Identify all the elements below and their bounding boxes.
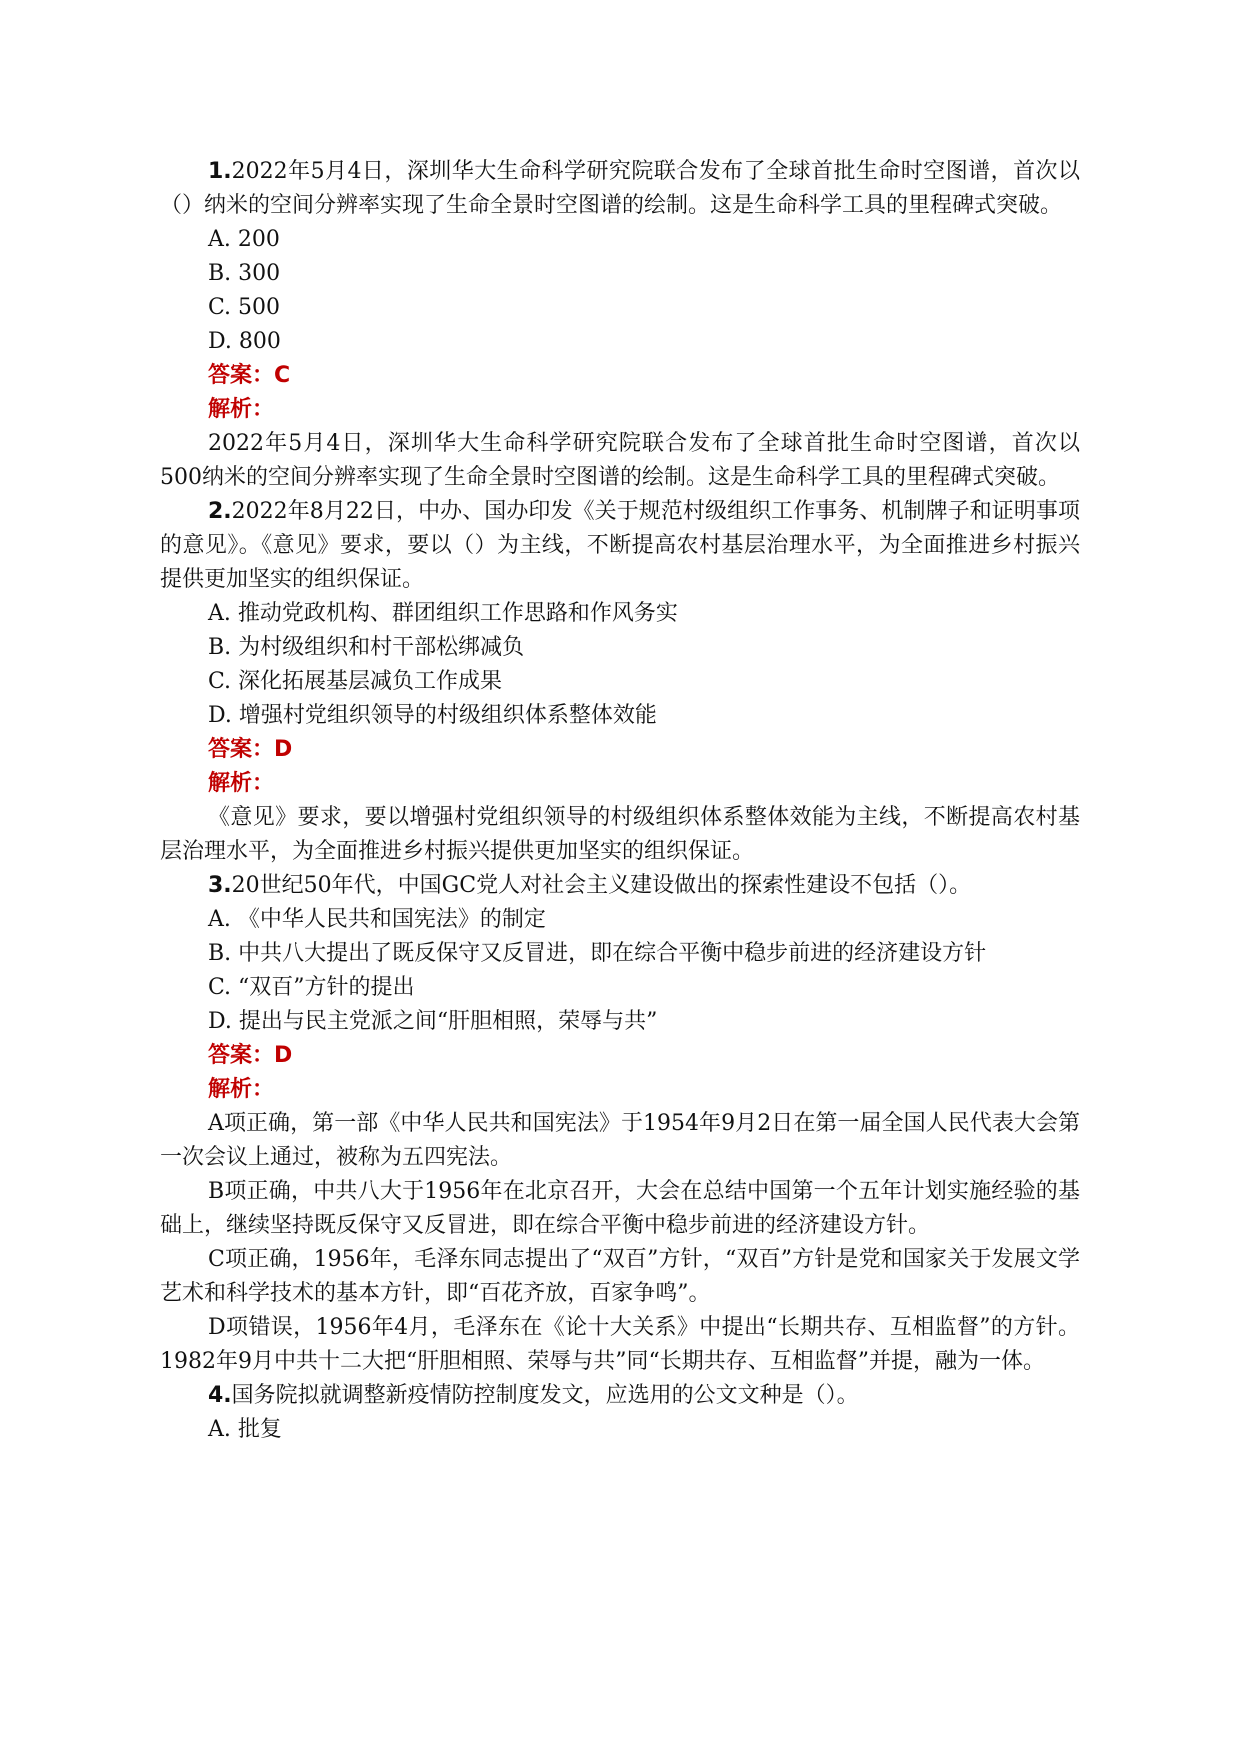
option-a: A. 推动党政机构、群团组织工作思路和作风务实 [208, 601, 678, 626]
option-d: D. 提出与民主党派之间“肝胆相照，荣辱与共” [208, 1009, 658, 1034]
question-3 [160, 869, 1080, 1379]
question-number: 4. [208, 1383, 232, 1408]
analysis-paragraph: C项正确，1956年，毛泽东同志提出了“双百”方针，“双百”方针是党和国家关于发展文学艺术和科学技术的基本方针，即“百花齐放，百家争鸣”。 [160, 1247, 1080, 1306]
answer: 答案：C [208, 363, 291, 388]
analysis-label: 解析： [208, 397, 275, 422]
question-stem: 4.国务院拟就调整新疫情防控制度发文，应选用的公文文种是（）。 [208, 1383, 859, 1408]
option-d: D. 增强村党组织领导的村级组织体系整体效能 [208, 703, 657, 728]
analysis-label: 解析： [208, 771, 275, 796]
option-a: A. 批复 [208, 1417, 282, 1442]
analysis-paragraph: A项正确，第一部《中华人民共和国宪法》于1954年9月2日在第一届全国人民代表大会第一次会议上通过，被称为五四宪法。 [160, 1111, 1080, 1170]
analysis-paragraph: D项错误，1956年4月，毛泽东在《论十大关系》中提出“长期共存、互相监督”的方针。1982年9月中共十二大把“肝胆相照、荣辱与共”同“长期共存、互相监督”并提，融为一体。 [160, 1315, 1080, 1374]
option-b: B. 中共八大提出了既反保守又反冒进，即在综合平衡中稳步前进的经济建设方针 [208, 941, 987, 966]
option-b: B. 为村级组织和村干部松绑减负 [208, 635, 525, 660]
question-number: 2. [208, 499, 232, 524]
option-a: A. 《中华人民共和国宪法》的制定 [208, 907, 546, 932]
answer: 答案：D [208, 737, 293, 762]
document-page [160, 155, 1080, 1447]
question-stem: 3.20世纪50年代，中国GC党人对社会主义建设做出的探索性建设不包括（）。 [208, 873, 972, 898]
question-number: 3. [208, 873, 232, 898]
question-stem: 1.2022年5月4日，深圳华大生命科学研究院联合发布了全球首批生命时空图谱，首次以（）纳米的空间分辨率实现了生命全景时空图谱的绘制。这是生命科学工具的里程碑式突破。 [160, 159, 1080, 218]
question-2 [160, 495, 1080, 869]
question-stem: 2.2022年8月22日，中办、国办印发《关于规范村级组织工作事务、机制牌子和证明事项的意见》。《意见》要求，要以（）为主线，不断提高农村基层治理水平，为全面推进乡村振兴提供更加坚实的组织保证。 [160, 499, 1080, 592]
answer: 答案：D [208, 1043, 293, 1068]
analysis-paragraph: 《意见》要求，要以增强村党组织领导的村级组织体系整体效能为主线，不断提高农村基层治理水平，为全面推进乡村振兴提供更加坚实的组织保证。 [160, 805, 1080, 864]
option-b: B. 300 [208, 261, 281, 286]
option-c: C. 深化拓展基层减负工作成果 [208, 669, 503, 694]
analysis-label: 解析： [208, 1077, 275, 1102]
analysis-paragraph: B项正确，中共八大于1956年在北京召开，大会在总结中国第一个五年计划实施经验的基础上，继续坚持既反保守又反冒进，即在综合平衡中稳步前进的经济建设方针。 [160, 1179, 1080, 1238]
question-number: 1. [208, 159, 232, 184]
question-1 [160, 155, 1080, 495]
option-a: A. 200 [208, 227, 280, 252]
option-c: C. 500 [208, 295, 281, 320]
option-d: D. 800 [208, 329, 281, 354]
analysis-paragraph: 2022年5月4日，深圳华大生命科学研究院联合发布了全球首批生命时空图谱，首次以500纳米的空间分辨率实现了生命全景时空图谱的绘制。这是生命科学工具的里程碑式突破。 [160, 431, 1080, 490]
option-c: C. “双百”方针的提出 [208, 975, 415, 1000]
question-4 [160, 1379, 1080, 1447]
